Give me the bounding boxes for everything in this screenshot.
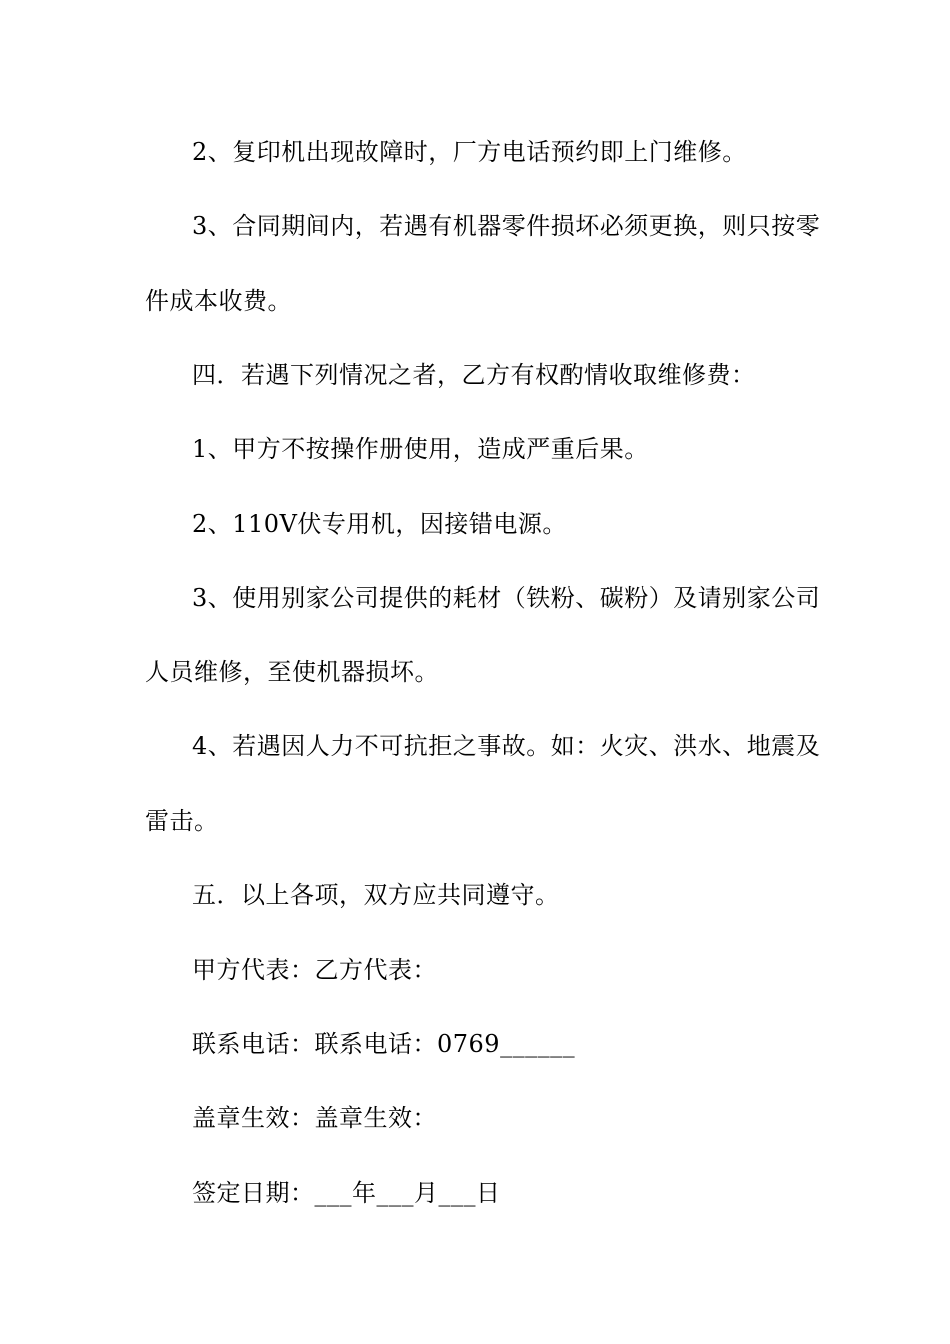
clause-3-parts-cost-line-2: 件成本收费。: [145, 287, 292, 315]
section-4-item-2: 2、110V伏专用机，因接错电源。: [192, 510, 567, 538]
section-5-heading: 五．以上各项，双方应共同遵守。: [192, 881, 560, 909]
section-4-item-3-line-2: 人员维修，至使机器损坏。: [145, 658, 439, 686]
representatives-line: 甲方代表：乙方代表：: [192, 956, 437, 984]
section-4-item-3-line-1: 3、使用别家公司提供的耗材（铁粉、碳粉）及请别家公司: [192, 584, 821, 612]
signing-date-line: 签定日期：___年___月___日: [192, 1179, 501, 1207]
section-4-item-1: 1、甲方不按操作册使用，造成严重后果。: [192, 435, 649, 463]
clause-2-repair-appointment: 2、复印机出现故障时，厂方电话预约即上门维修。: [192, 138, 747, 166]
section-4-item-4-line-1: 4、若遇因人力不可抗拒之事故。如：火灾、洪水、地震及: [192, 732, 821, 760]
contact-phone-line: 联系电话：联系电话：0769______: [192, 1030, 576, 1058]
seal-effective-line: 盖章生效：盖章生效：: [192, 1104, 437, 1132]
section-4-item-4-line-2: 雷击。: [145, 807, 219, 835]
clause-3-parts-cost-line-1: 3、合同期间内，若遇有机器零件损坏必须更换，则只按零: [192, 212, 821, 240]
section-4-heading: 四．若遇下列情况之者，乙方有权酌情收取维修费：: [192, 361, 756, 389]
